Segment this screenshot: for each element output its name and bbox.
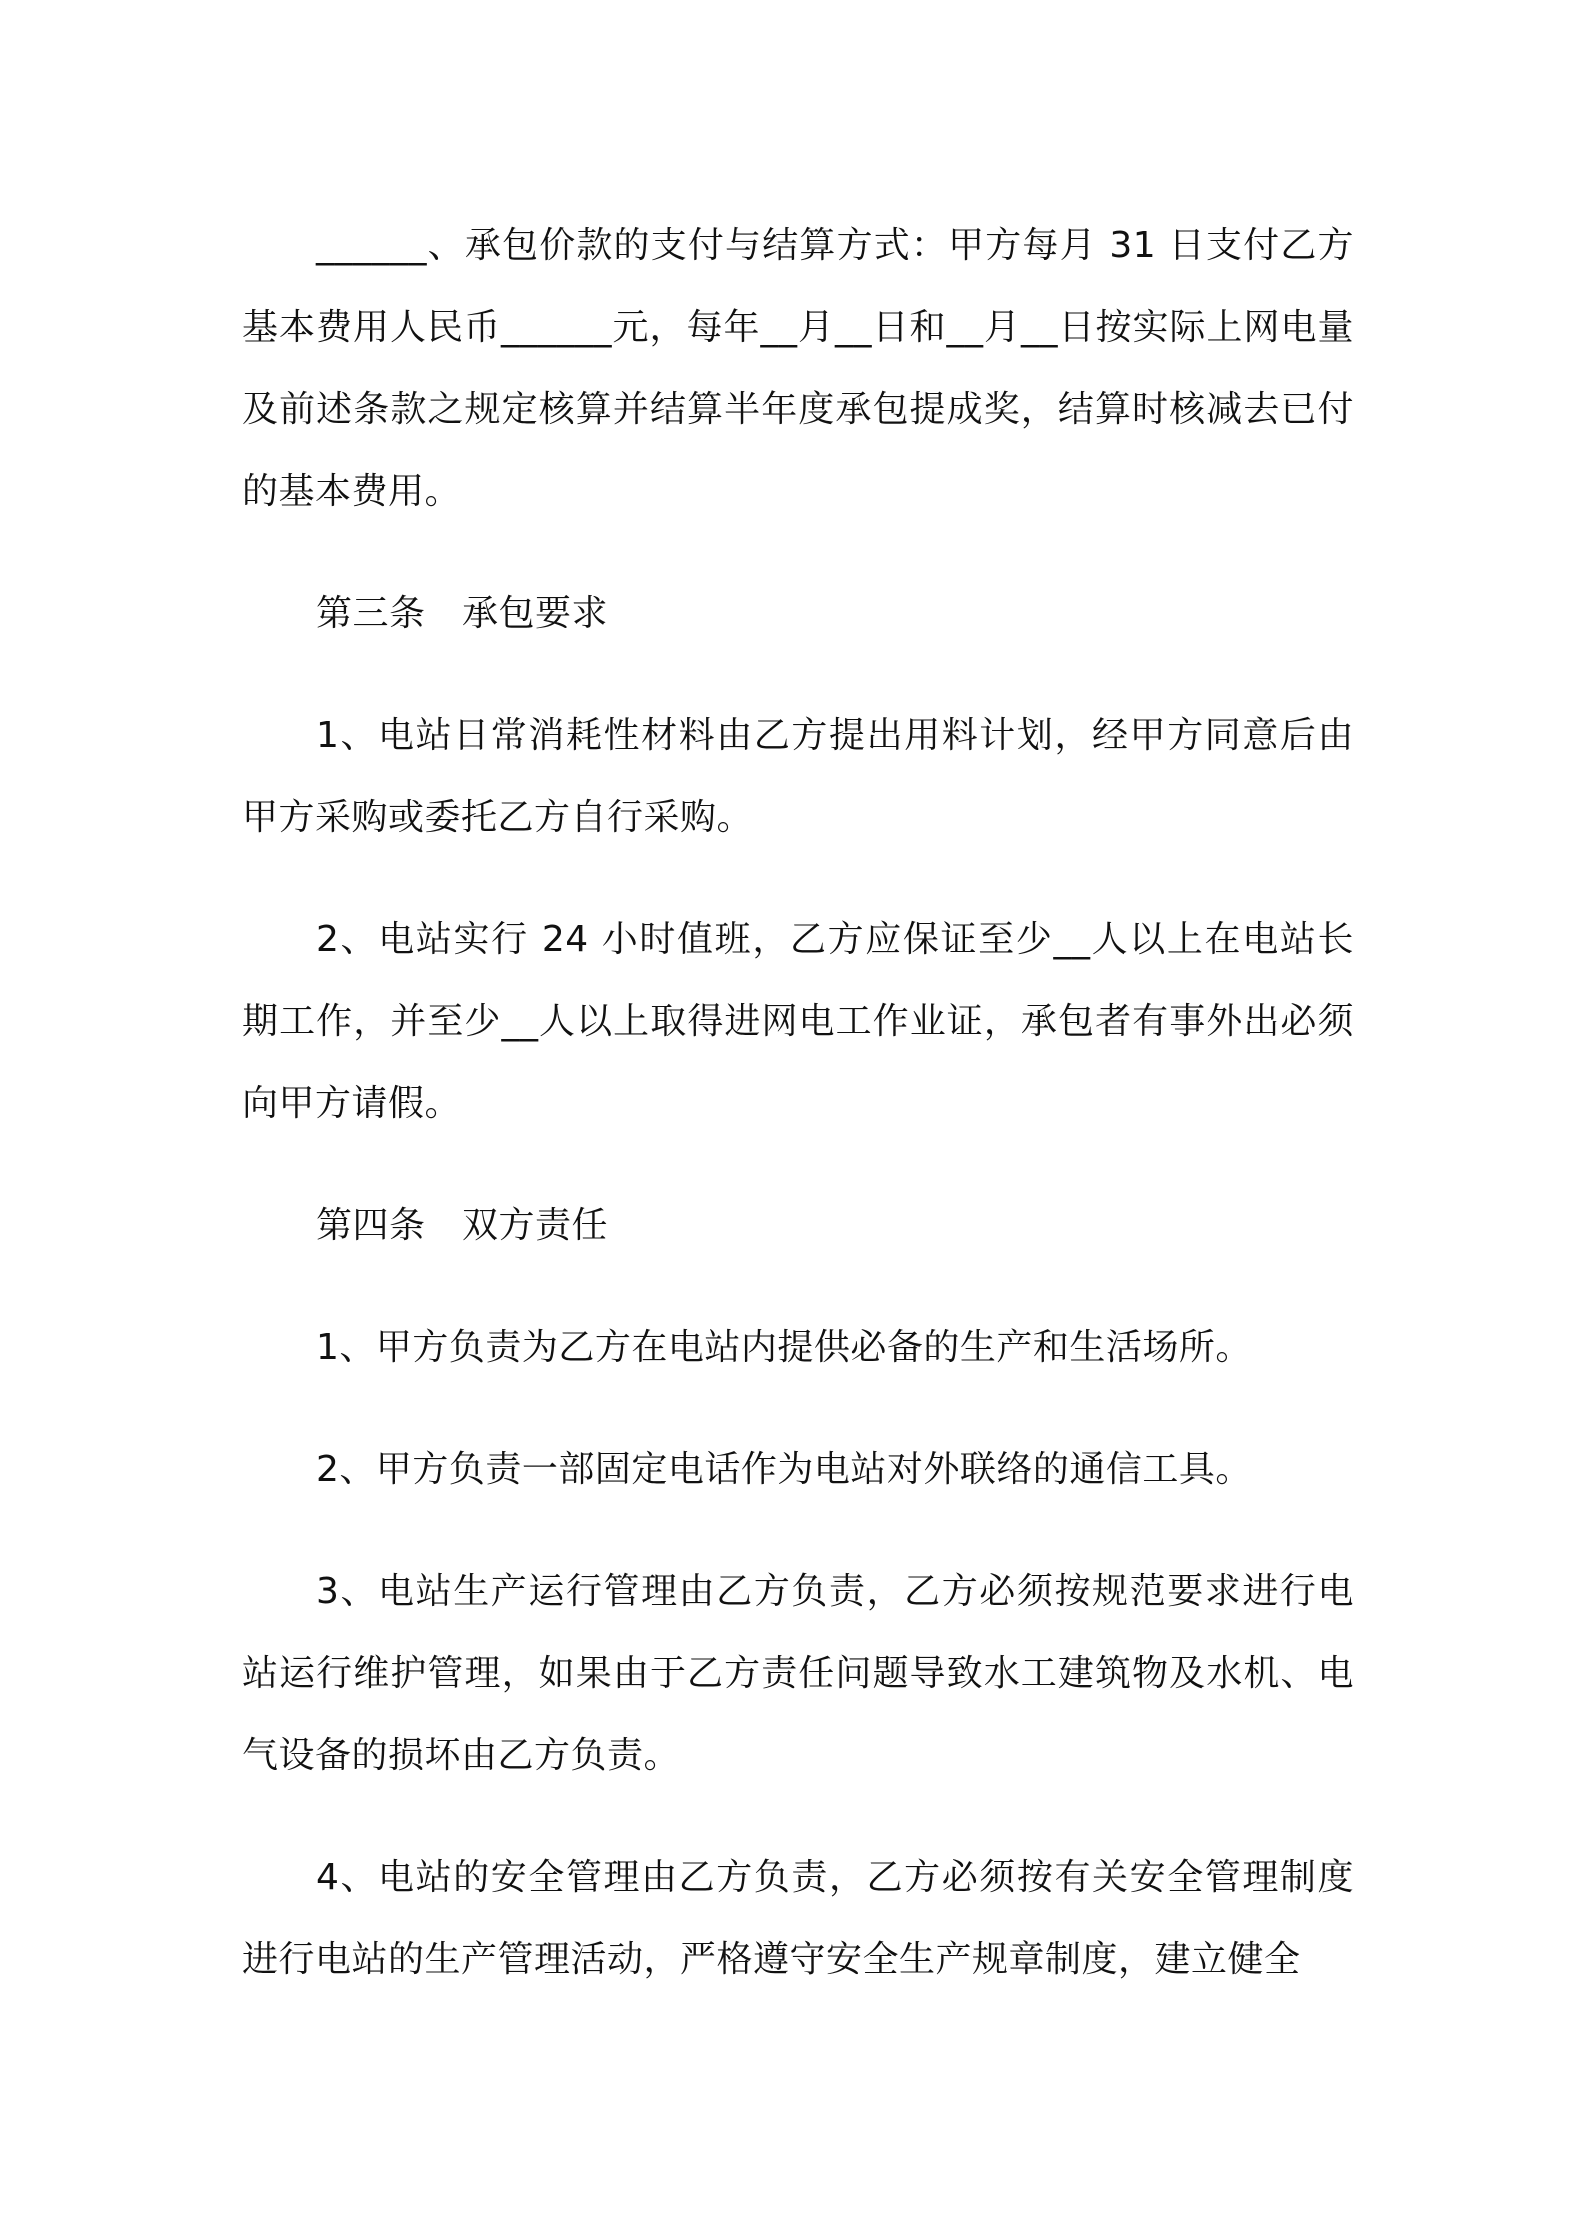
paragraph-gap <box>242 859 1354 899</box>
paragraph-gap <box>242 533 1354 573</box>
article-4-item-4: 4、电站的安全管理由乙方负责，乙方必须按有关安全管理制度进行电站的生产管理活动，严格遵守安全生产规章制度，建立健全 <box>242 1857 1354 1980</box>
article-4-item-2: 2、甲方负责一部固定电话作为电站对外联络的通信工具。 <box>316 1449 1252 1490</box>
paragraph-gap <box>242 1389 1354 1429</box>
article-4-item-1: 1、甲方负责为乙方在电站内提供必备的生产和生活场所。 <box>316 1327 1252 1368</box>
paragraph-gap <box>242 1797 1354 1837</box>
article-3-item-1: 1、电站日常消耗性材料由乙方提出用料计划，经甲方同意后由甲方采购或委托乙方自行采购。 <box>242 715 1354 838</box>
article-3-heading: 第三条 承包要求 <box>316 593 609 634</box>
article-3-item-2: 2、电站实行 24 小时值班，乙方应保证至少__人以上在电站长期工作，并至少__人以上取得进网电工作业证，承包者有事外出必须向甲方请假。 <box>242 919 1354 1124</box>
paragraph-gap <box>242 655 1354 695</box>
document-body <box>242 205 1354 2001</box>
article-4-item-3: 3、电站生产运行管理由乙方负责，乙方必须按规范要求进行电站运行维护管理，如果由于乙方责任问题导致水工建筑物及水机、电气设备的损坏由乙方负责。 <box>242 1571 1354 1776</box>
article-4-heading: 第四条 双方责任 <box>316 1205 609 1246</box>
paragraph-gap <box>242 1267 1354 1307</box>
paragraph-gap <box>242 1145 1354 1185</box>
paragraph-gap <box>242 1511 1354 1551</box>
payment-clause-paragraph: ______、承包价款的支付与结算方式：甲方每月 31 日支付乙方基本费用人民币______元，每年__月__日和__月__日按实际上网电量及前述条款之规定核算并结算半年度承包提成奖，结算时核减去已付的基本费用。 <box>242 225 1354 512</box>
